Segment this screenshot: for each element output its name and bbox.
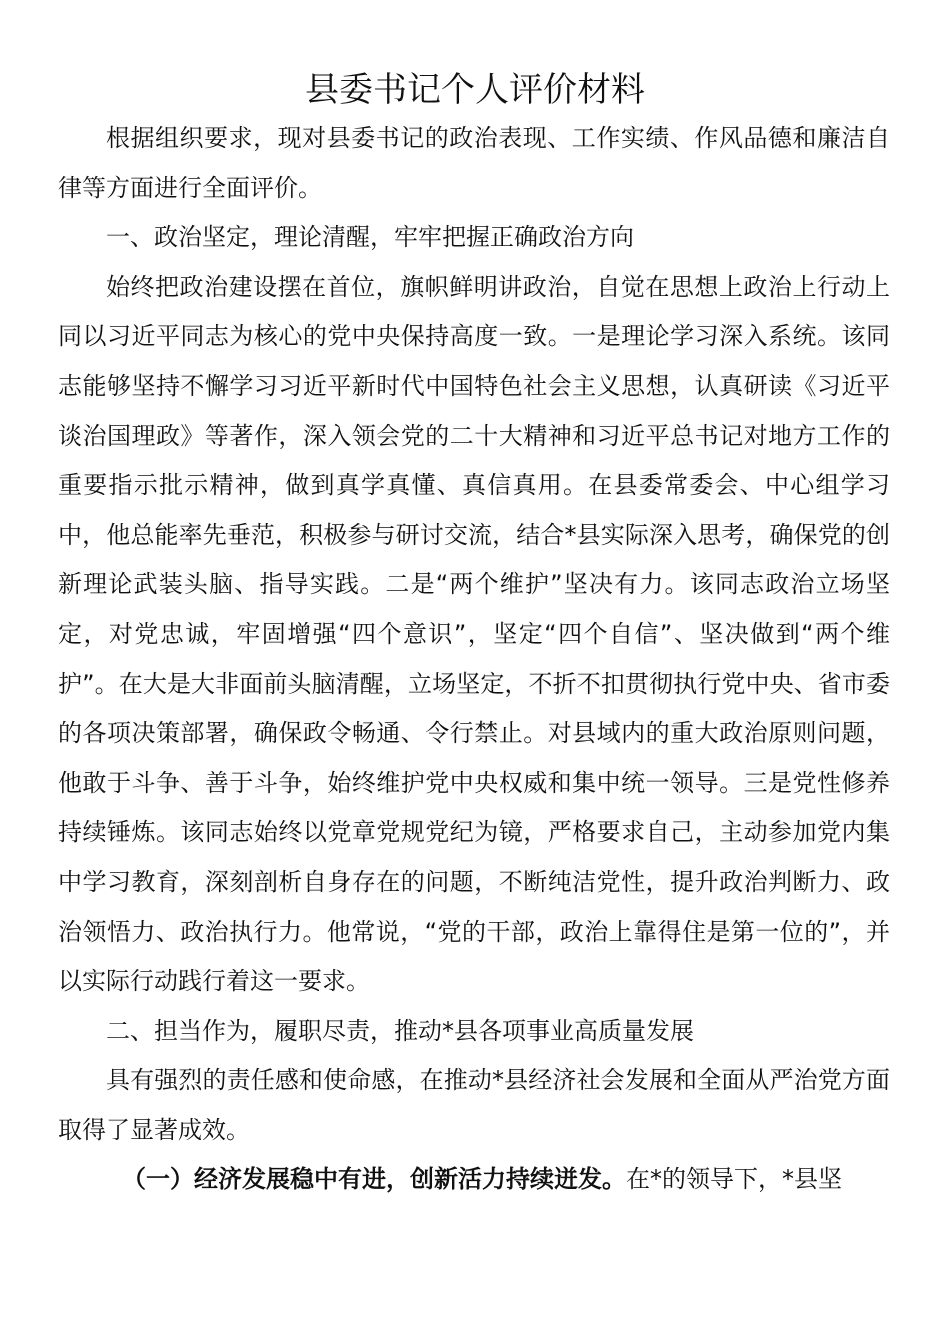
document-title: 县委书记个人评价材料 <box>305 70 645 110</box>
subsection-1-heading: （一）经济发展稳中有进，创新活力持续迸发。 <box>122 1165 626 1194</box>
subsection-1-paragraph <box>58 1155 890 1205</box>
section-heading-1: 一、政治坚定，理论清醒，牢牢把握正确政治方向 <box>106 223 634 252</box>
document-body <box>58 114 890 1205</box>
section-1-paragraph: 始终把政治建设摆在首位，旗帜鲜明讲政治，自觉在思想上政治上行动上同以习近平同志为核心的党中央保持高度一致。一是理论学习深入系统。该同志能够坚持不懈学习习近平新时代中国特色社会主义思想，认真研读《习近平谈治国理政》等著作，深入领会党的二十大精神和习近平总书记对地方工作的重要指示批示精神，做到真学真懂、真信真用。在县委常委会、中心组学习中，他总能率先垂范，积极参与研讨交流，结合*县实际深入思考，确保党的创新理论武装头脑、指导实践。二是“两个维护”坚决有力。该同志政治立场坚定，对党忠诚，牢固增强“四个意识”，坚定“四个自信”、坚决做到“两个维护”。在大是大非面前头脑清醒，立场坚定，不折不扣贯彻执行党中央、省市委的各项决策部署，确保政令畅通、令行禁止。对县域内的重大政治原则问题，他敢于斗争、善于斗争，始终维护党中央权威和集中统一领导。三是党性修养持续锤炼。该同志始终以党章党规党纪为镜，严格要求自己，主动参加党内集中学习教育，深刻剖析自身存在的问题，不断纯洁党性，提升政治判断力、政治领悟力、政治执行力。他常说，“党的干部，政治上靠得住是第一位的”，并以实际行动践行着这一要求。 <box>58 272 890 996</box>
section-2-intro-paragraph: 具有强烈的责任感和使命感，在推动*县经济社会发展和全面从严治党方面取得了显著成效。 <box>58 1066 890 1144</box>
section-heading-2: 二、担当作为，履职尽责，推动*县各项事业高质量发展 <box>106 1016 694 1045</box>
subsection-1-text: 在*的领导下，*县坚 <box>626 1165 842 1194</box>
intro-paragraph: 根据组织要求，现对县委书记的政治表现、工作实绩、作风品德和廉洁自律等方面进行全面评价。 <box>58 124 890 202</box>
